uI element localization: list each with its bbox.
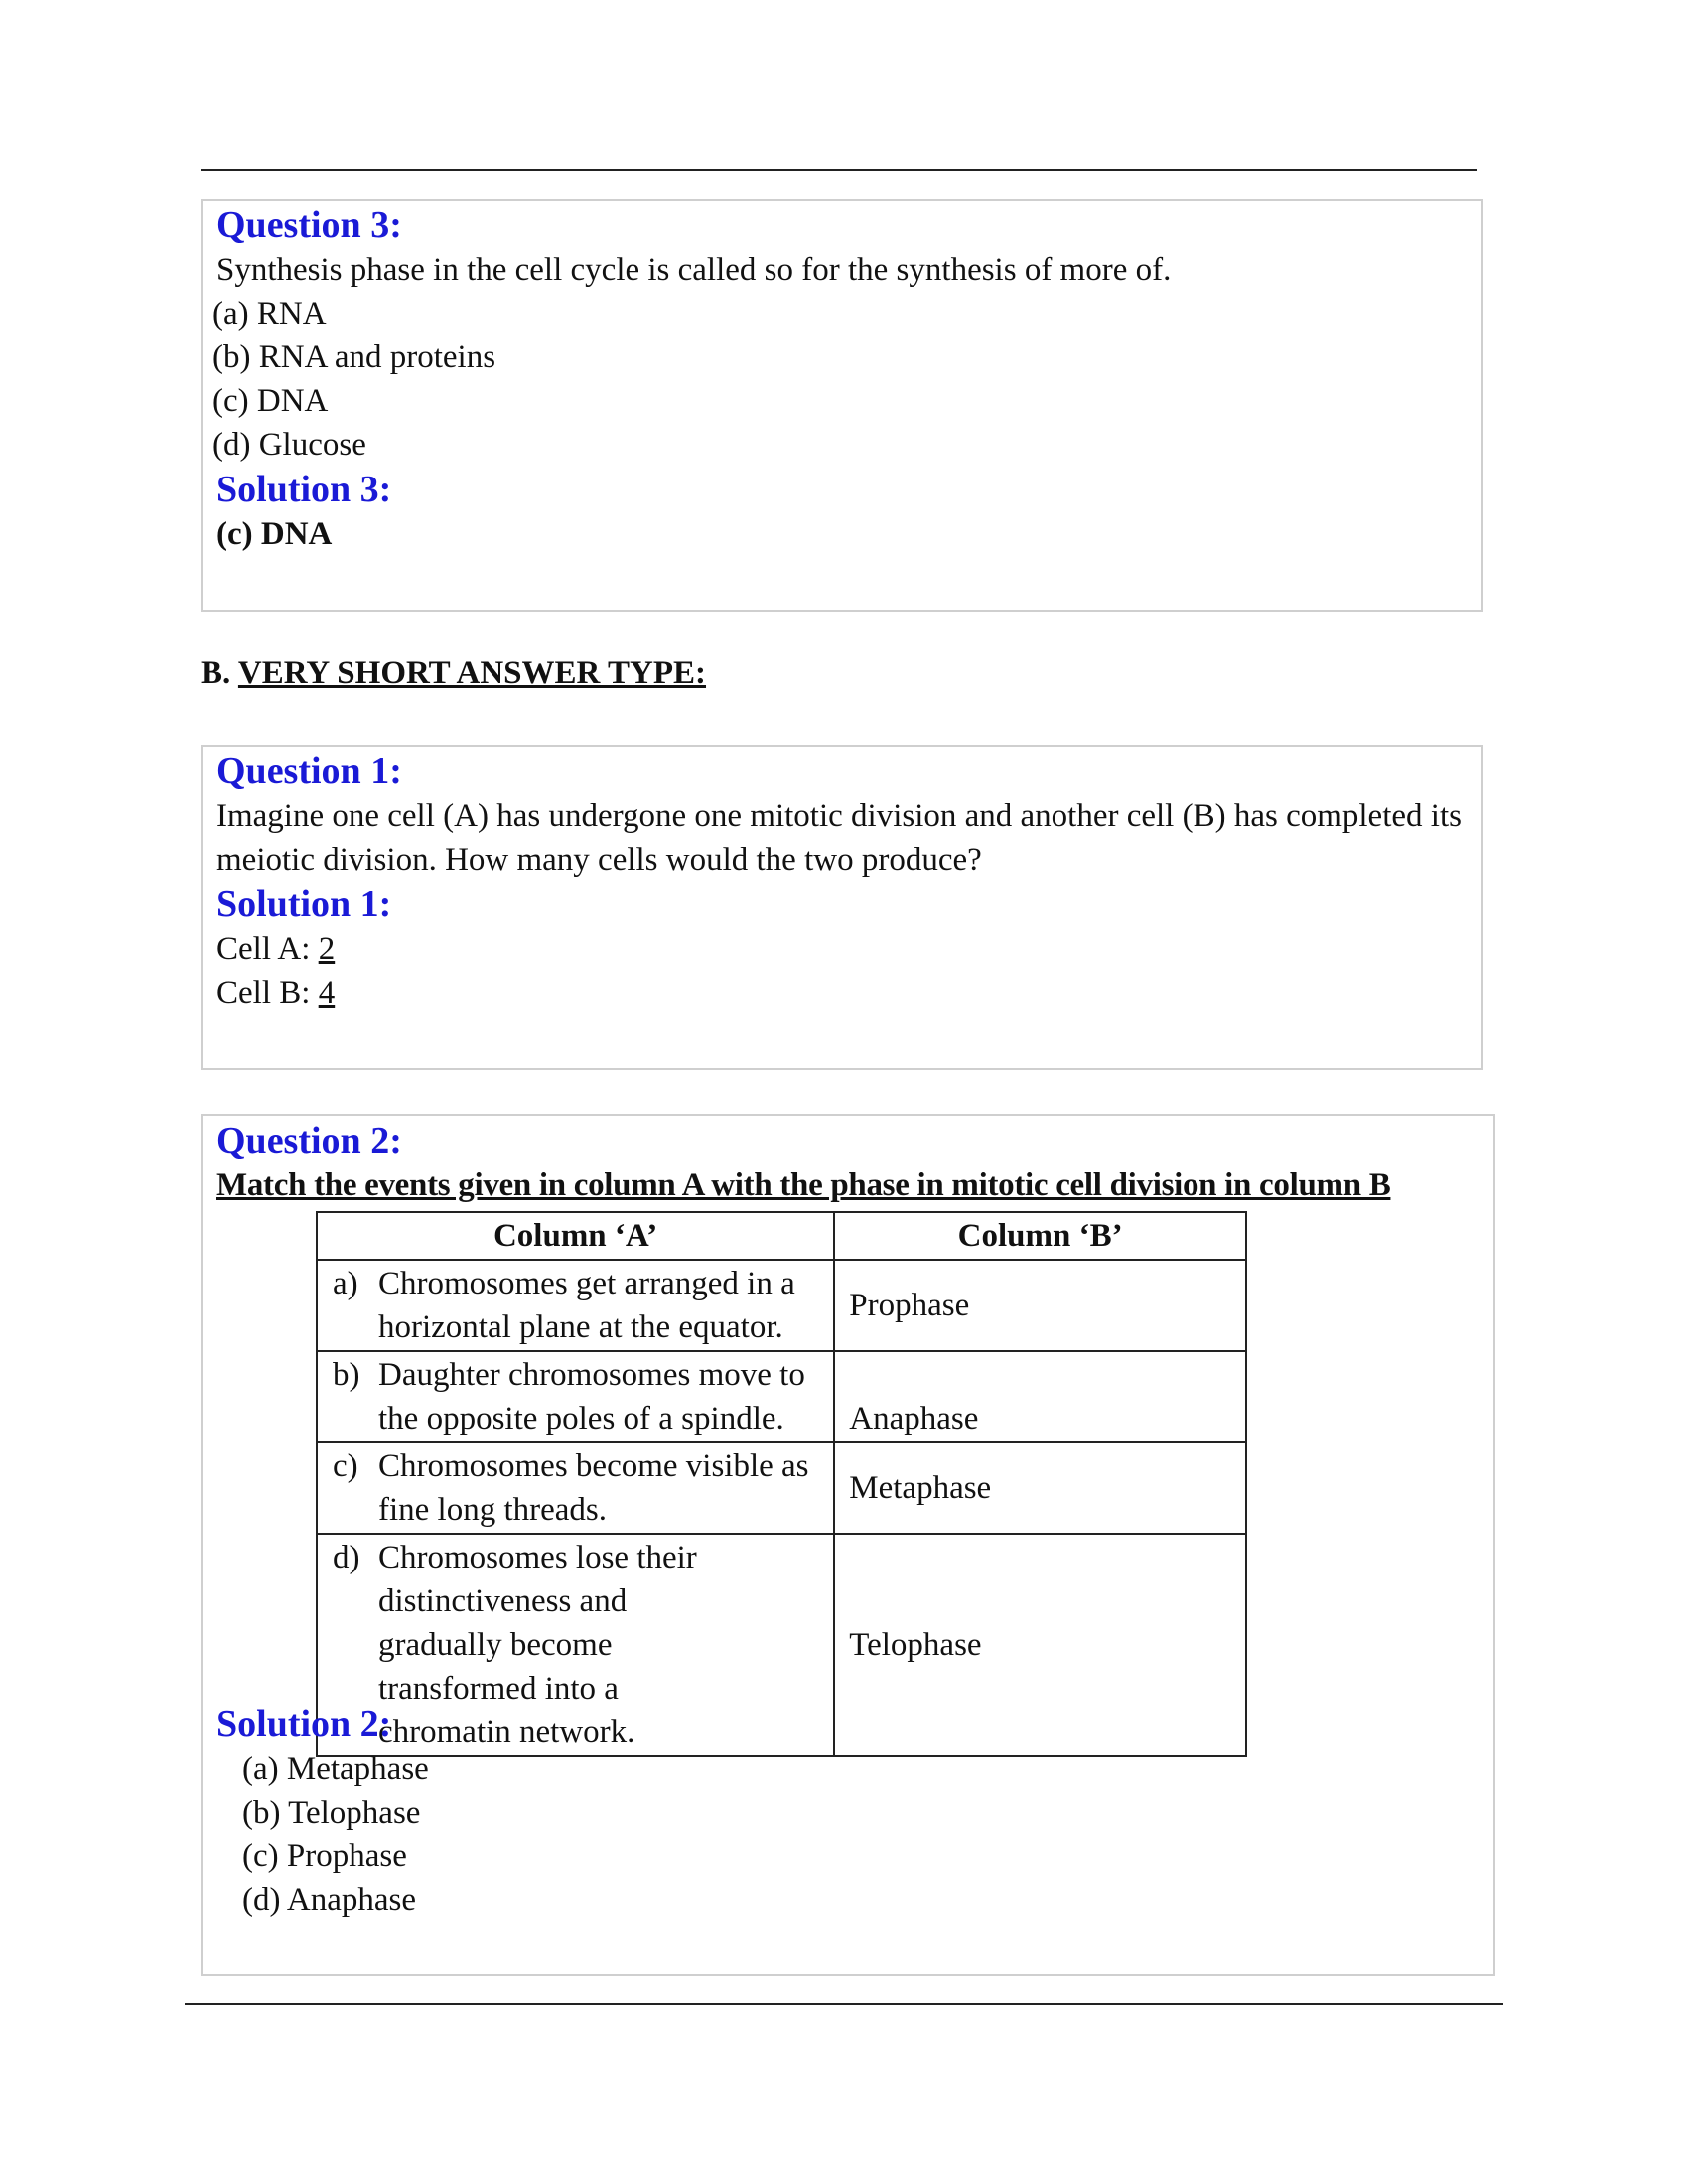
- top-rule: [201, 169, 1477, 171]
- match-table-header-row: [317, 1212, 1246, 1260]
- solution-1-heading: Solution 1:: [216, 884, 392, 925]
- question-3-option-c: (c) DNA: [212, 383, 329, 419]
- row-d-event: Chromosomes lose their distinctiveness and gradually become transformed into a chromatin network.: [378, 1540, 697, 1750]
- row-c-label: c): [333, 1448, 358, 1484]
- row-b-event: Daughter chromosomes move to the opposite poles of a spindle.: [378, 1357, 805, 1436]
- question-3-text: Synthesis phase in the cell cycle is called so for the synthesis of more of.: [216, 252, 1172, 288]
- question-1-box: [201, 745, 1483, 1070]
- bottom-rule: [185, 2003, 1503, 2005]
- question-3-option-b: (b) RNA and proteins: [212, 340, 496, 375]
- question-1-text: Imagine one cell (A) has undergone one mitotic division and another cell (B) has completed its meiotic division. How many cells would the two produce?: [216, 798, 1462, 878]
- column-a-header: Column ‘A’: [317, 1212, 834, 1260]
- question-3-option-d: (d) Glucose: [212, 427, 366, 463]
- solution-1-cell-b: [216, 971, 1468, 1015]
- column-b-header: Column ‘B’: [834, 1212, 1246, 1260]
- section-b-title: VERY SHORT ANSWER TYPE:: [237, 655, 707, 691]
- section-b-heading: [201, 655, 706, 692]
- cell-a-value: 2: [318, 931, 336, 967]
- row-c-phase: Metaphase: [834, 1442, 1246, 1534]
- section-b-prefix: B.: [201, 655, 231, 691]
- question-2-box: [201, 1114, 1495, 1976]
- solution-2-answer-c: (c) Prophase: [242, 1839, 407, 1874]
- table-row: [317, 1351, 1246, 1442]
- row-a-label: a): [333, 1266, 358, 1301]
- table-row: [317, 1442, 1246, 1534]
- row-b-label: b): [333, 1357, 360, 1393]
- solution-3-answer: (c) DNA: [216, 516, 333, 552]
- table-row: [317, 1260, 1246, 1351]
- question-1-heading: Question 1:: [216, 751, 402, 792]
- row-d-label: d): [333, 1540, 360, 1575]
- question-3-heading: Question 3:: [216, 205, 402, 246]
- cell-b-value: 4: [318, 975, 336, 1011]
- solution-2-answer-d: (d) Anaphase: [242, 1882, 417, 1918]
- solution-2-answer-a: (a) Metaphase: [242, 1751, 429, 1787]
- row-a-phase: Prophase: [834, 1260, 1246, 1351]
- solution-3-heading: Solution 3:: [216, 469, 392, 510]
- cell-a-label: Cell A:: [216, 931, 311, 967]
- row-c-event: Chromosomes become visible as fine long threads.: [378, 1448, 809, 1528]
- solution-2-heading: Solution 2:: [216, 1704, 392, 1745]
- solution-1-cell-a: [216, 927, 1468, 971]
- question-3-box: [201, 199, 1483, 612]
- cell-b-label: Cell B:: [216, 975, 311, 1011]
- row-b-phase: Anaphase: [834, 1351, 1246, 1442]
- row-a-event: Chromosomes get arranged in a horizontal plane at the equator.: [378, 1266, 795, 1345]
- question-3-option-a: (a) RNA: [212, 296, 327, 332]
- solution-2-answer-b: (b) Telophase: [242, 1795, 421, 1831]
- question-2-instruction: Match the events given in column A with the phase in mitotic cell division in column B: [216, 1167, 1391, 1203]
- row-d-phase: Telophase: [834, 1534, 1246, 1756]
- question-2-heading: Question 2:: [216, 1120, 402, 1161]
- match-table: [316, 1211, 1247, 1757]
